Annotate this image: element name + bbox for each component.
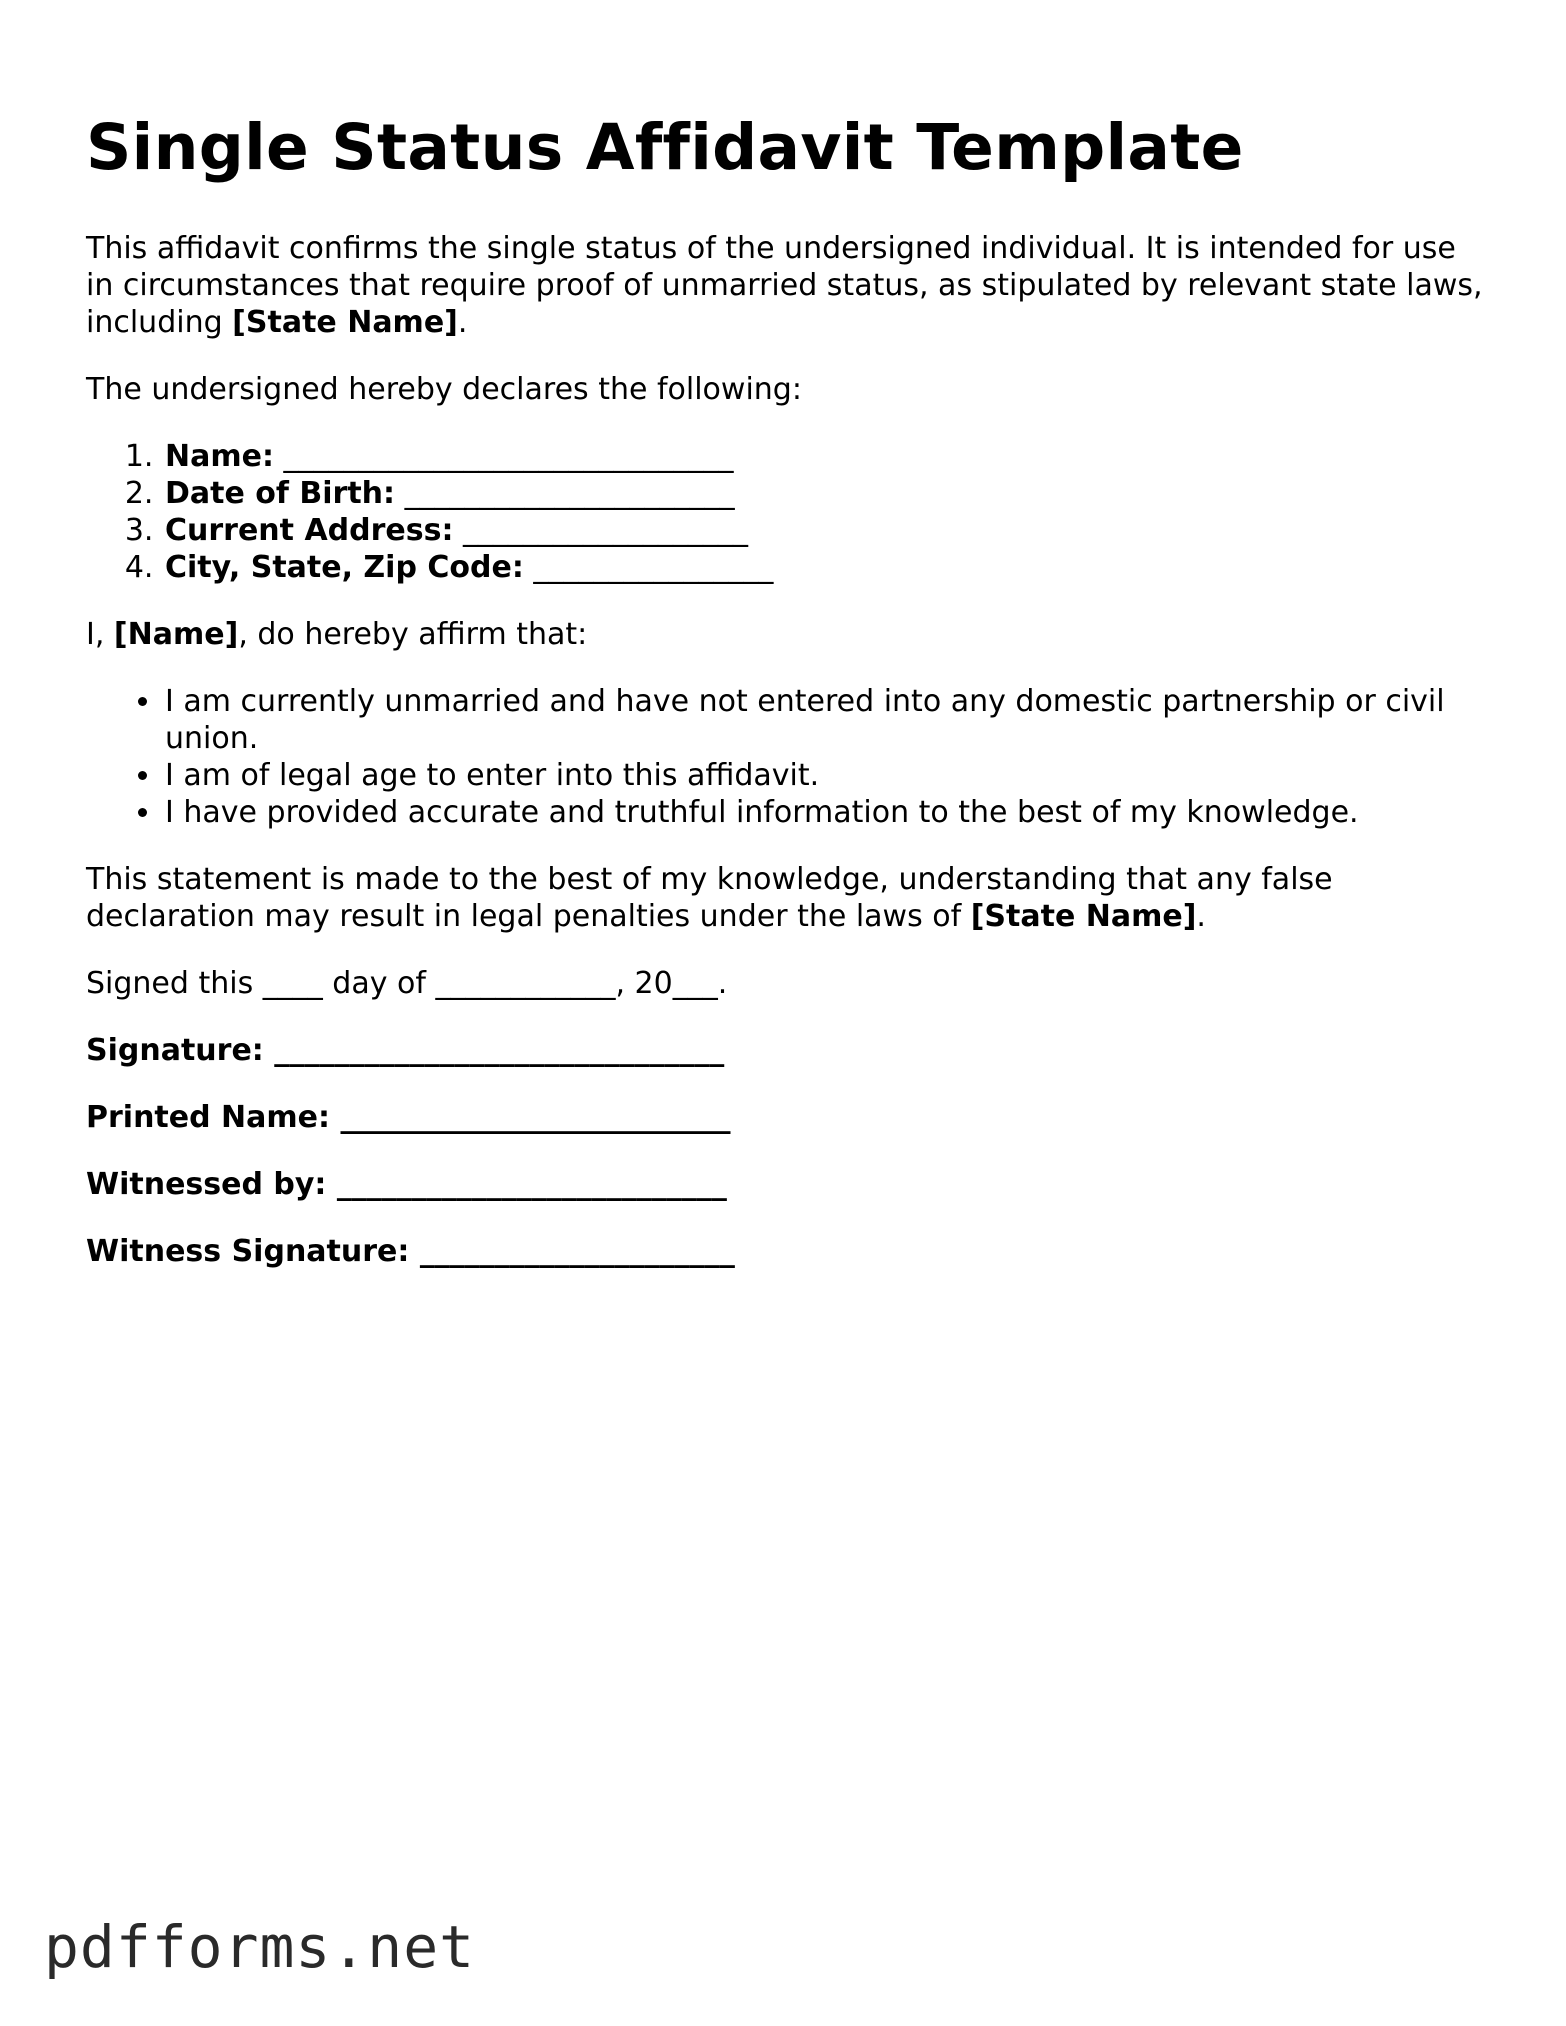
affirm-paragraph: [86, 616, 1486, 653]
list-item: • I have provided accurate and truthful information to the best of my knowledge.: [163, 794, 1486, 831]
field-label: Current Address:: [165, 513, 454, 548]
field-label: Name:: [165, 439, 274, 474]
signature-label: Signature:: [86, 1033, 264, 1068]
field-name: [163, 438, 1486, 475]
affirm-post: , do hereby affirm that:: [238, 617, 588, 652]
signature-blank: ______________________________: [274, 1033, 725, 1068]
intro-text: This affidavit confirms the single status of the undersigned individual. It is intended for use in circumstances that require proof of unmarried status, as stipulated by relevant state laws, including: [86, 231, 1483, 340]
witness-signature-blank: _____________________: [419, 1234, 735, 1269]
field-label: City, State, Zip Code:: [165, 550, 524, 585]
list-item: • I am of legal age to enter into this affidavit.: [163, 757, 1486, 794]
affirm-pre: I,: [86, 617, 114, 652]
field-city-state-zip: [163, 549, 1486, 586]
document-page: [86, 0, 1486, 1270]
signed-date-line: Signed this ____ day of ____________, 20___.: [86, 966, 728, 1001]
state-name-placeholder: [State Name]: [970, 899, 1197, 934]
document-title: Single Status Affidavit Template: [86, 111, 1244, 184]
signature-line: [86, 1032, 1486, 1069]
field-label: Date of Birth:: [165, 476, 396, 511]
printed-name-blank: __________________________: [340, 1100, 731, 1135]
name-placeholder: [Name]: [113, 617, 239, 652]
brand-watermark: pdfforms.net: [44, 1913, 476, 1981]
printed-name-line: [86, 1099, 1486, 1136]
statement-text: This statement is made to the best of my knowledge, understanding that any false declaration may result in legal penalties under the laws of: [86, 862, 1333, 934]
field-current-address: [163, 512, 1486, 549]
witness-signature-label: Witness Signature:: [86, 1234, 410, 1269]
declares-paragraph: The undersigned hereby declares the following:: [86, 372, 802, 407]
intro-end: .: [457, 305, 468, 340]
state-name-placeholder: [State Name]: [232, 305, 458, 340]
witnessed-by-blank: __________________________: [336, 1167, 727, 1202]
field-blank: ___________________: [463, 513, 749, 548]
statement-paragraph: [86, 861, 1486, 935]
witnessed-by-line: [86, 1166, 1486, 1203]
intro-paragraph: [86, 230, 1486, 341]
field-blank: ________________: [533, 550, 774, 585]
field-blank: ______________________: [404, 476, 735, 511]
witnessed-by-label: Witnessed by:: [86, 1167, 327, 1202]
statement-end: .: [1196, 899, 1206, 934]
witness-signature-line: [86, 1233, 1486, 1270]
fields-list: [86, 438, 1486, 586]
printed-name-label: Printed Name:: [86, 1100, 330, 1135]
affirmations-list: [86, 683, 1486, 831]
field-date-of-birth: [163, 475, 1486, 512]
field-blank: ______________________________: [283, 439, 734, 474]
list-item: • I am currently unmarried and have not entered into any domestic partnership or civil union.: [163, 683, 1486, 757]
